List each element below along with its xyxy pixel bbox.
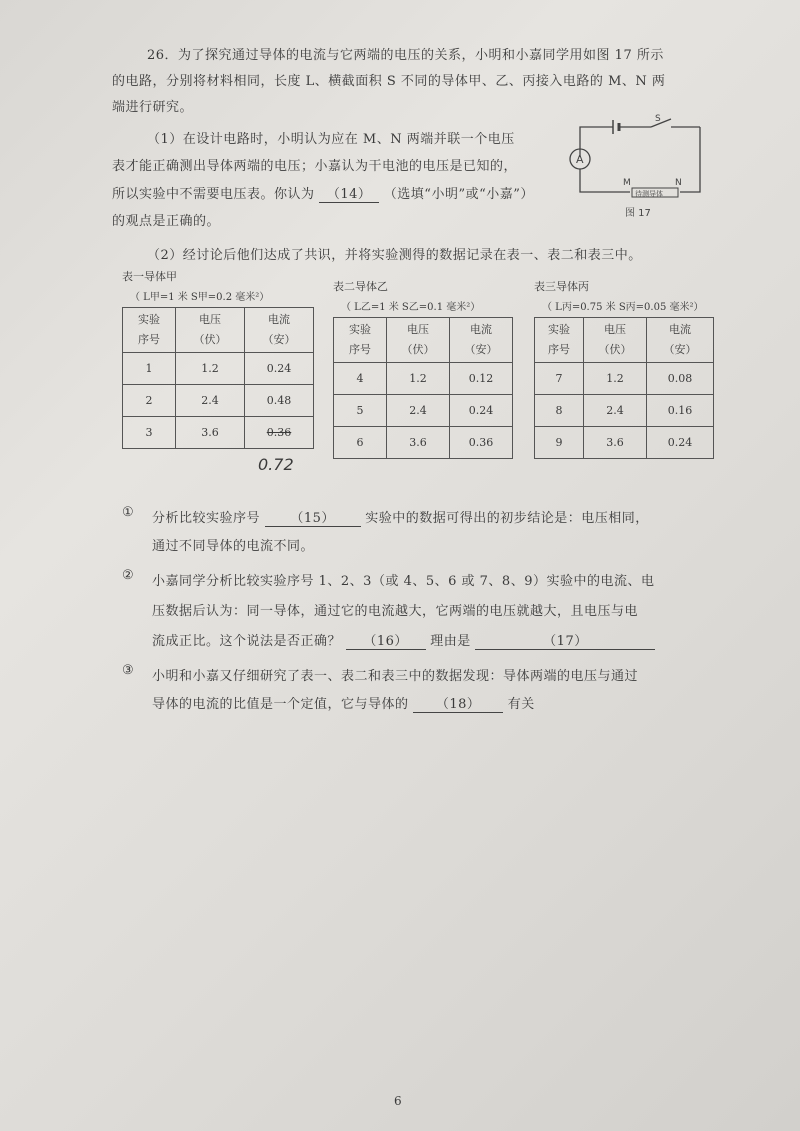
table-row <box>123 417 314 449</box>
table-cell: 0.24 <box>450 395 513 427</box>
text-segment: 分析比较实验序号 <box>152 511 261 526</box>
svg-text:S: S <box>655 114 661 124</box>
text-segment: 导体的电流的比值是一个定值，它与导体的 <box>152 697 409 712</box>
svg-text:待测导体: 待测导体 <box>635 190 663 198</box>
item-1-line-2: 通过不同导体的电流不同。 <box>152 539 315 554</box>
svg-text:A: A <box>576 153 584 166</box>
switch-icon <box>651 119 671 127</box>
table-1-sub: （ L甲=1 米 S甲=0.2 毫米²） <box>130 292 270 303</box>
table-2 <box>333 278 513 459</box>
table-row <box>334 427 513 459</box>
table-row <box>535 395 714 427</box>
table-cell: 1 <box>123 353 176 385</box>
table-cell: 0.24 <box>647 427 714 459</box>
text-segment: 有关 <box>507 697 535 712</box>
blank-15: （15） <box>265 507 361 527</box>
part1-line-4: 的观点是正确的。 <box>112 214 221 229</box>
table-cell: 3 <box>123 417 176 449</box>
table-2-sub: （ L乙=1 米 S乙=0.1 毫米²） <box>341 302 481 313</box>
text-segment: 流成正比。这个说法是否正确？ <box>152 634 342 649</box>
part2-line: （2）经讨论后他们达成了共识，并将实验测得的数据记录在表一、表二和表三中。 <box>147 248 642 263</box>
table-cell: 电流 （安） <box>245 308 314 353</box>
table-3 <box>534 278 714 459</box>
table-row <box>123 308 314 353</box>
table-row <box>535 318 714 363</box>
table-cell: 1.2 <box>387 363 450 395</box>
table-cell: 实验 序号 <box>123 308 176 353</box>
table-3-sub: （ L丙=0.75 米 S丙=0.05 毫米²） <box>542 302 704 313</box>
item-3-number: ③ <box>122 663 134 678</box>
table-cell: 电压 （伏） <box>584 318 647 363</box>
table-row <box>535 363 714 395</box>
table-cell: 1.2 <box>176 353 245 385</box>
table-1-title: 表一导体甲 <box>122 270 177 283</box>
table-cell: 电流 （安） <box>450 318 513 363</box>
item-1-number: ① <box>122 505 134 520</box>
table-cell: 实验 序号 <box>535 318 584 363</box>
part1-text-b: （选填“小明”或“小嘉”） <box>383 187 534 202</box>
intro-line-2: 的电路，分别将材料相同，长度 L、横截面积 S 不同的导体甲、乙、丙接入电路的 M、N 两 <box>112 74 666 89</box>
table-cell: 0.16 <box>647 395 714 427</box>
blank-18: （18） <box>413 693 503 713</box>
table-cell: 0.36 <box>450 427 513 459</box>
table-cell: 电压 （伏） <box>387 318 450 363</box>
table-cell: 0.24 <box>245 353 314 385</box>
table-cell: 9 <box>535 427 584 459</box>
table-cell: 3.6 <box>387 427 450 459</box>
table-row <box>334 318 513 363</box>
table-cell: 2.4 <box>387 395 450 427</box>
svg-text:M: M <box>623 178 631 188</box>
struck-value: 0.36 <box>245 417 314 449</box>
blank-14: （14） <box>319 183 379 203</box>
table-cell: 7 <box>535 363 584 395</box>
item-2-line-3 <box>152 630 655 650</box>
table-row <box>334 395 513 427</box>
table-cell: 2 <box>123 385 176 417</box>
text-segment: 理由是 <box>430 634 471 649</box>
table-2-title: 表二导体乙 <box>333 280 388 293</box>
table-cell: 3.6 <box>176 417 245 449</box>
text-segment: 实验中的数据可得出的初步结论是：电压相同， <box>365 511 649 526</box>
table-row <box>123 385 314 417</box>
circuit-diagram <box>565 112 715 222</box>
table-cell: 6 <box>334 427 387 459</box>
page-number: 6 <box>394 1094 402 1108</box>
item-3-line-2 <box>152 693 535 713</box>
part1-line-1: （1）在设计电路时，小明认为应在 M、N 两端并联一个电压 <box>147 132 515 147</box>
item-3-line-1: 小明和小嘉又仔细研究了表一、表二和表三中的数据发现：导体两端的电压与通过 <box>152 669 639 684</box>
part1-line-2: 表才能正确测出导体两端的电压；小嘉认为干电池的电压是已知的， <box>112 159 518 174</box>
svg-text:N: N <box>675 178 682 188</box>
table-cell: 实验 序号 <box>334 318 387 363</box>
table-cell: 电压 （伏） <box>176 308 245 353</box>
figure-label: 图 17 <box>625 208 651 219</box>
table-3-title: 表三导体丙 <box>534 280 589 293</box>
table-row <box>334 363 513 395</box>
table-row <box>123 353 314 385</box>
table-cell: 3.6 <box>584 427 647 459</box>
table-cell: 2.4 <box>584 395 647 427</box>
table-cell: 0.48 <box>245 385 314 417</box>
item-1-line-1 <box>152 507 649 527</box>
part1-text-a: 所以实验中不需要电压表。你认为 <box>112 187 315 202</box>
item-2-line-2: 压数据后认为：同一导体，通过它的电流越大，它两端的电压就越大，且电压与电 <box>152 604 639 619</box>
item-2-line-1: 小嘉同学分析比较实验序号 1、2、3（或 4、5、6 或 7、8、9）实验中的电流、电 <box>152 574 655 589</box>
table-1 <box>122 268 314 449</box>
table-cell: 8 <box>535 395 584 427</box>
table-cell: 电流 （安） <box>647 318 714 363</box>
intro-line-1: 26．为了探究通过导体的电流与它两端的电压的关系，小明和小嘉同学用如图 17 所示 <box>147 48 664 63</box>
table-cell: 4 <box>334 363 387 395</box>
item-2-number: ② <box>122 568 134 583</box>
intro-line-3: 端进行研究。 <box>112 100 194 115</box>
handwritten-correction: 0.72 <box>258 455 294 474</box>
table-cell: 0.12 <box>450 363 513 395</box>
table-cell: 2.4 <box>176 385 245 417</box>
table-cell: 1.2 <box>584 363 647 395</box>
blank-16: （16） <box>346 630 426 650</box>
table-cell: 0.08 <box>647 363 714 395</box>
table-row <box>535 427 714 459</box>
table-cell: 5 <box>334 395 387 427</box>
part1-line-3 <box>112 183 534 203</box>
blank-17: （17） <box>475 630 655 650</box>
